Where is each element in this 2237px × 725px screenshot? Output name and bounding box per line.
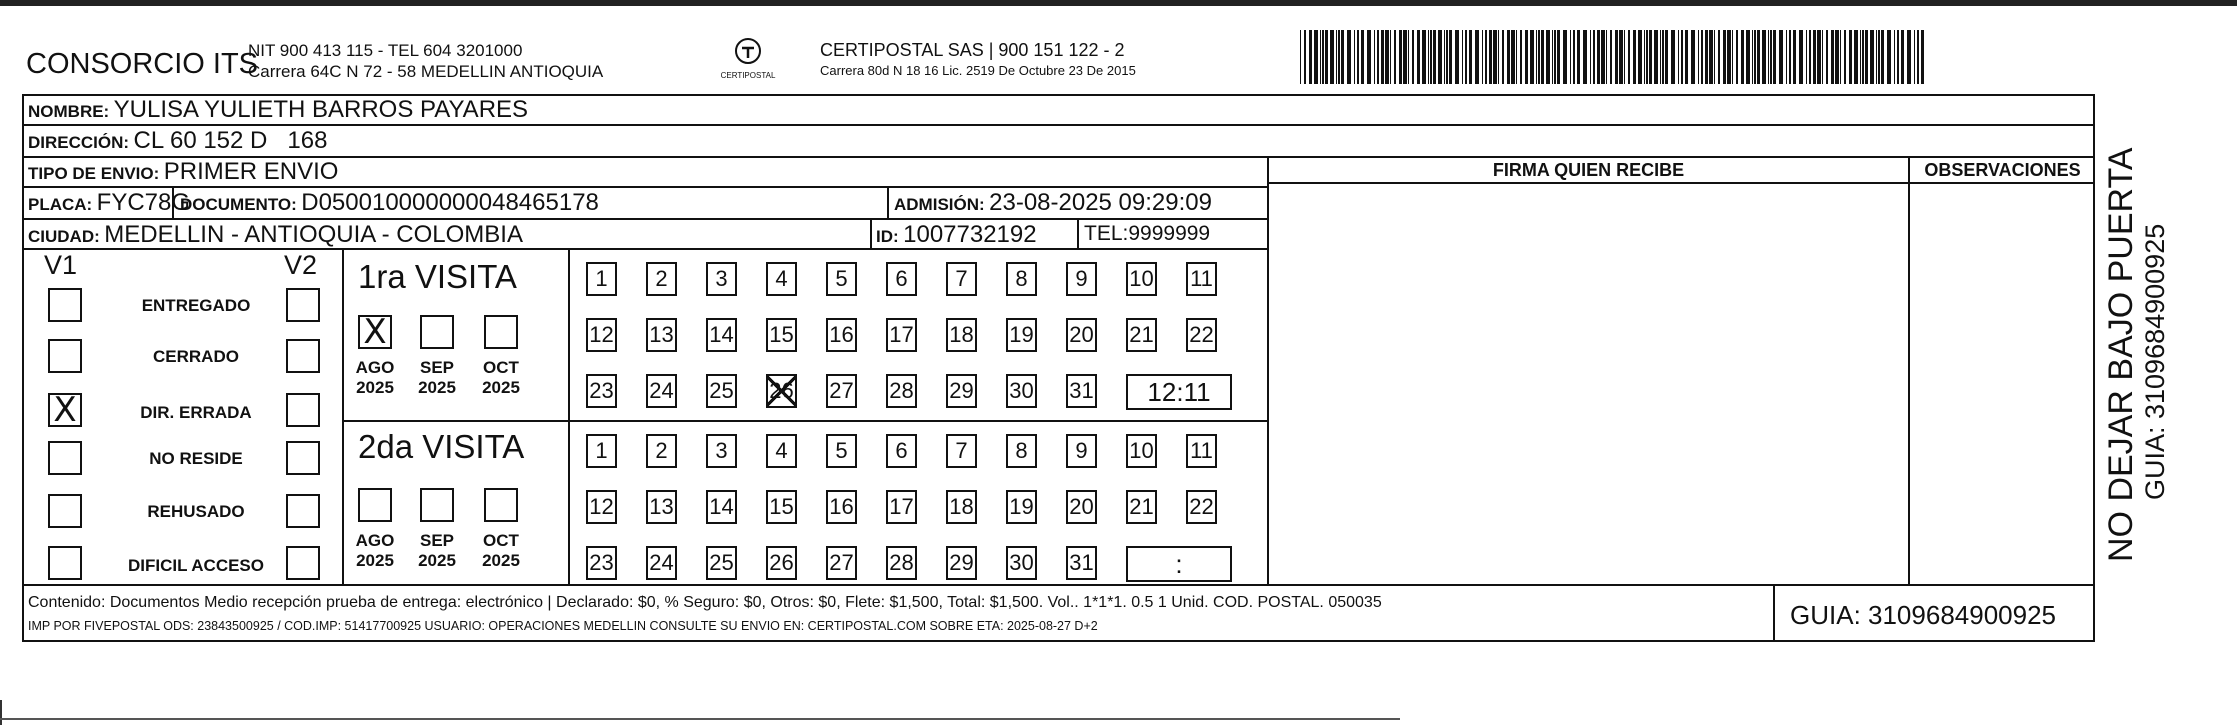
barcode-bar bbox=[1644, 30, 1645, 84]
barcode-bar bbox=[1835, 30, 1839, 84]
day-box[interactable]: 22 bbox=[1186, 318, 1217, 352]
day-box[interactable]: 10 bbox=[1126, 262, 1157, 296]
barcode-bar bbox=[1322, 30, 1324, 84]
barcode-bar bbox=[1469, 30, 1472, 84]
barcode-bar bbox=[1649, 30, 1652, 84]
time-box[interactable]: : bbox=[1126, 546, 1232, 582]
month-label: SEP 2025 bbox=[418, 531, 456, 570]
barcode-bar bbox=[1444, 30, 1445, 84]
nit-line: NIT 900 413 115 - TEL 604 3201000 bbox=[248, 41, 523, 60]
v2-checkbox[interactable] bbox=[286, 288, 320, 322]
month-checkbox[interactable] bbox=[484, 315, 518, 349]
barcode-bar bbox=[1361, 30, 1364, 84]
barcode-bar bbox=[1876, 30, 1877, 84]
barcode-bar bbox=[1914, 30, 1915, 84]
first-visit-days bbox=[586, 262, 1246, 412]
day-box[interactable]: 31 bbox=[1066, 374, 1097, 408]
day-box[interactable]: 5 bbox=[826, 262, 857, 296]
barcode-bar bbox=[1718, 30, 1720, 84]
day-box[interactable]: 13 bbox=[646, 490, 677, 524]
barcode-bar bbox=[1907, 30, 1911, 84]
barcode-bar bbox=[1691, 30, 1695, 84]
documento-field bbox=[180, 189, 599, 217]
v1-checkbox-checked[interactable]: X bbox=[48, 393, 82, 427]
barcode-bar bbox=[1465, 30, 1467, 84]
barcode-bar bbox=[1773, 30, 1776, 84]
barcode-bar bbox=[1530, 30, 1534, 84]
direccion-value: CL 60 152 D 168 bbox=[133, 127, 328, 154]
barcode-bar bbox=[1757, 30, 1760, 84]
day-box[interactable]: 2 bbox=[646, 262, 677, 296]
v1-checkbox[interactable] bbox=[48, 339, 82, 373]
side-guia: GUIA: 3109684900925 bbox=[2140, 223, 2170, 500]
certipostal-logo-icon bbox=[733, 36, 763, 66]
barcode-bar bbox=[1921, 30, 1924, 84]
barcode-bar bbox=[1601, 30, 1605, 84]
col-line bbox=[1267, 156, 1269, 584]
row-line bbox=[1267, 182, 2095, 184]
month-label: AGO 2025 bbox=[355, 531, 395, 570]
day-box[interactable]: 9 bbox=[1066, 434, 1097, 468]
day-box[interactable]: 8 bbox=[1006, 262, 1037, 296]
barcode-bar bbox=[1897, 30, 1899, 84]
month-label: SEP 2025 bbox=[418, 358, 456, 397]
v1-checkbox[interactable] bbox=[48, 441, 82, 475]
direccion-field bbox=[28, 127, 327, 155]
row-line bbox=[22, 218, 1267, 220]
barcode-bar bbox=[1662, 30, 1664, 84]
ciudad-label: CIUDAD: bbox=[28, 227, 100, 246]
barcode-bar bbox=[1779, 30, 1783, 84]
license-line: Carrera 80d N 18 16 Lic. 2519 De Octubre 23 De 2015 bbox=[820, 63, 1136, 78]
barcode-bar bbox=[1638, 30, 1642, 84]
nombre-label: NOMBRE: bbox=[28, 102, 110, 121]
barcode-bar bbox=[1714, 30, 1715, 84]
day-box[interactable]: 31 bbox=[1066, 546, 1097, 580]
day-box[interactable]: 21 bbox=[1126, 318, 1157, 352]
day-box-checked[interactable]: 26 bbox=[766, 374, 797, 408]
barcode-bar bbox=[1511, 30, 1515, 84]
barcode-bar bbox=[1354, 30, 1355, 84]
row-line bbox=[22, 584, 2095, 586]
barcode-bar bbox=[1723, 30, 1726, 84]
barcode-bar bbox=[1493, 30, 1497, 84]
barcode-bar bbox=[1583, 30, 1587, 84]
barcode-bar bbox=[1320, 30, 1321, 84]
barcode-bar bbox=[1394, 30, 1396, 84]
day-box[interactable]: 11 bbox=[1186, 262, 1217, 296]
day-box[interactable]: 12 bbox=[586, 490, 617, 524]
company-name: CONSORCIO ITS bbox=[26, 48, 259, 80]
barcode-bar bbox=[1826, 30, 1828, 84]
barcode-bar bbox=[1330, 30, 1334, 84]
day-box[interactable]: 3 bbox=[706, 262, 737, 296]
barcode-bar bbox=[1633, 30, 1636, 84]
admision-label: ADMISIÓN: bbox=[894, 195, 985, 214]
barcode-bar bbox=[1654, 30, 1658, 84]
barcode-bar bbox=[1428, 30, 1429, 84]
v2-checkbox[interactable] bbox=[286, 339, 320, 373]
day-box[interactable]: 25 bbox=[706, 374, 737, 408]
barcode-bar bbox=[1619, 30, 1623, 84]
barcode-bar bbox=[1624, 30, 1625, 84]
day-box[interactable]: 16 bbox=[826, 318, 857, 352]
placa-value: FYC78G bbox=[96, 189, 191, 216]
time-box[interactable]: 12:11 bbox=[1126, 374, 1232, 410]
barcode-bar bbox=[1840, 30, 1841, 84]
barcode-bar bbox=[1357, 30, 1359, 84]
v2-checkbox[interactable] bbox=[286, 393, 320, 427]
day-box[interactable]: 10 bbox=[1126, 434, 1157, 468]
month-checkbox[interactable] bbox=[420, 315, 454, 349]
barcode-bar bbox=[1849, 30, 1852, 84]
day-box[interactable]: 6 bbox=[886, 262, 917, 296]
v1-checkbox[interactable] bbox=[48, 288, 82, 322]
barcode-bar bbox=[1789, 30, 1791, 84]
barcode-bar bbox=[1870, 30, 1874, 84]
day-box[interactable]: 5 bbox=[826, 434, 857, 468]
id-value: 1007732192 bbox=[903, 221, 1037, 248]
barcode-bar bbox=[1822, 30, 1823, 84]
day-box[interactable]: 23 bbox=[586, 546, 617, 580]
day-box[interactable]: 20 bbox=[1066, 318, 1097, 352]
barcode-bar bbox=[1557, 30, 1560, 84]
barcode-bar bbox=[1678, 30, 1679, 84]
day-box[interactable]: 15 bbox=[766, 318, 797, 352]
admision-value: 23-08-2025 09:29:09 bbox=[989, 189, 1212, 216]
month-label: OCT 2025 bbox=[482, 531, 520, 570]
barcode-bar bbox=[1917, 30, 1919, 84]
barcode-bar bbox=[1385, 30, 1389, 84]
barcode-bar bbox=[1615, 30, 1618, 84]
barcode-bar bbox=[1746, 30, 1750, 84]
day-box[interactable]: 19 bbox=[1006, 490, 1037, 524]
day-box[interactable]: 19 bbox=[1006, 318, 1037, 352]
v2-checkbox[interactable] bbox=[286, 494, 320, 528]
day-box[interactable]: 14 bbox=[706, 318, 737, 352]
v1-label: V1 bbox=[44, 250, 78, 280]
day-box[interactable]: 1 bbox=[586, 262, 617, 296]
barcode-bar bbox=[1449, 30, 1452, 84]
day-box[interactable]: 24 bbox=[646, 374, 677, 408]
observaciones-header: OBSERVACIONES bbox=[1924, 160, 2081, 180]
day-box[interactable]: 7 bbox=[946, 262, 977, 296]
barcode-bar bbox=[1597, 30, 1600, 84]
day-box[interactable]: 23 bbox=[586, 374, 617, 408]
day-box[interactable]: 7 bbox=[946, 434, 977, 468]
barcode-bar bbox=[1309, 30, 1312, 84]
barcode-bar bbox=[1462, 30, 1463, 84]
day-box[interactable]: 3 bbox=[706, 434, 737, 468]
barcode-bar bbox=[1516, 30, 1517, 84]
status-label: REHUSADO bbox=[147, 502, 245, 521]
top-edge bbox=[0, 0, 2237, 6]
day-box[interactable]: 8 bbox=[1006, 434, 1037, 468]
day-box[interactable]: 4 bbox=[766, 434, 797, 468]
row-line bbox=[22, 124, 2095, 126]
day-box[interactable]: 11 bbox=[1186, 434, 1217, 468]
barcode-bar bbox=[1573, 30, 1575, 84]
month-checkbox[interactable] bbox=[420, 488, 454, 522]
barcode-bar bbox=[1610, 30, 1612, 84]
day-box[interactable]: 20 bbox=[1066, 490, 1097, 524]
col-line bbox=[887, 186, 889, 218]
footer-content: Contenido: Documentos Medio recepción prueba de entrega: electrónico | Declarado: $0, % Seguro: $0, Otros: $0, Flete: $1,500, Total: $1,500. Vol.. 1*1*1. 0.5 1 Unid. COD. POSTAL. 050035 bbox=[28, 594, 1382, 611]
barcode-bar bbox=[1489, 30, 1492, 84]
barcode-bar bbox=[1482, 30, 1483, 84]
barcode-bar bbox=[1341, 30, 1344, 84]
barcode-bar bbox=[1422, 30, 1426, 84]
nombre-field bbox=[28, 96, 528, 124]
col-line bbox=[870, 218, 872, 248]
status-label: CERRADO bbox=[153, 347, 239, 366]
day-box[interactable]: 17 bbox=[886, 490, 917, 524]
barcode-bar bbox=[1430, 30, 1432, 84]
first-visit-title: 1ra VISITA bbox=[358, 258, 517, 295]
barcode-bar bbox=[1417, 30, 1420, 84]
barcode-bar bbox=[1754, 30, 1756, 84]
barcode-bar bbox=[1475, 30, 1479, 84]
barcode-bar bbox=[1536, 30, 1537, 84]
barcode-bar bbox=[1732, 30, 1733, 84]
day-box[interactable]: 26 bbox=[766, 546, 797, 580]
month-checkbox-checked[interactable]: X bbox=[358, 315, 392, 349]
barcode-bar bbox=[1314, 30, 1318, 84]
certipostal-logo bbox=[718, 36, 778, 80]
barcode-bar bbox=[1709, 30, 1713, 84]
day-box[interactable]: 27 bbox=[826, 546, 857, 580]
barcode-bar bbox=[1793, 30, 1796, 84]
barcode-bar bbox=[1860, 30, 1861, 84]
day-box[interactable]: 17 bbox=[886, 318, 917, 352]
barcode-bar bbox=[1570, 30, 1571, 84]
day-box[interactable]: 12 bbox=[586, 318, 617, 352]
barcode-bar bbox=[1660, 30, 1661, 84]
barcode-bar bbox=[1698, 30, 1699, 84]
barcode-bar bbox=[1831, 30, 1834, 84]
barcode-bar bbox=[1799, 30, 1803, 84]
barcode-bar bbox=[1844, 30, 1846, 84]
barcode-bar bbox=[1399, 30, 1402, 84]
barcode-bar bbox=[1538, 30, 1540, 84]
barcode-bar bbox=[1762, 30, 1766, 84]
scan-edge bbox=[0, 718, 1400, 720]
v1-checkbox[interactable] bbox=[48, 494, 82, 528]
barcode-bar bbox=[1878, 30, 1880, 84]
month-label: AGO 2025 bbox=[355, 358, 395, 397]
barcode-bar bbox=[1438, 30, 1442, 84]
firma-header: FIRMA QUIEN RECIBE bbox=[1492, 160, 1685, 180]
day-box[interactable]: 29 bbox=[946, 374, 977, 408]
barcode-bar bbox=[1809, 30, 1811, 84]
documento-label: DOCUMENTO: bbox=[180, 195, 297, 214]
barcode-bar bbox=[1646, 30, 1648, 84]
barcode-bar bbox=[1408, 30, 1409, 84]
barcode-bar bbox=[1546, 30, 1550, 84]
barcode-bar bbox=[1336, 30, 1337, 84]
barcode-bar bbox=[1671, 30, 1675, 84]
day-box[interactable]: 30 bbox=[1006, 546, 1037, 580]
month-label: OCT 2025 bbox=[482, 358, 520, 397]
day-box[interactable]: 27 bbox=[826, 374, 857, 408]
day-box[interactable]: 13 bbox=[646, 318, 677, 352]
row-line bbox=[342, 420, 1267, 422]
day-box[interactable]: 16 bbox=[826, 490, 857, 524]
barcode-bar bbox=[1813, 30, 1816, 84]
barcode-bar bbox=[1881, 30, 1884, 84]
logo-text: CERTIPOSTAL bbox=[720, 71, 776, 80]
barcode-bar bbox=[1628, 30, 1630, 84]
barcode-bar bbox=[1705, 30, 1708, 84]
footer-print-info: IMP POR FIVEPOSTAL ODS: 23843500925 / COD.IMP: 51417700925 USUARIO: OPERACIONES MEDELLIN CONSULTE SU ENVIO EN: CERTIPOSTAL.COM SOBRE ETA: 2025-08-27 D+2 bbox=[28, 619, 1098, 633]
barcode-bar bbox=[1390, 30, 1391, 84]
v2-label: V2 bbox=[284, 250, 318, 280]
barcode-bar bbox=[1854, 30, 1858, 84]
barcode-bar bbox=[1554, 30, 1556, 84]
barcode-bar bbox=[1325, 30, 1328, 84]
day-box[interactable]: 25 bbox=[706, 546, 737, 580]
barcode-bar bbox=[1455, 30, 1459, 84]
day-box[interactable]: 9 bbox=[1066, 262, 1097, 296]
barcode-bar bbox=[1665, 30, 1668, 84]
day-box[interactable]: 30 bbox=[1006, 374, 1037, 408]
direccion-label: DIRECCIÓN: bbox=[28, 133, 130, 152]
barcode-bar bbox=[1485, 30, 1487, 84]
status-label: ENTREGADO bbox=[141, 296, 251, 315]
barcode-bar bbox=[1374, 30, 1375, 84]
scan-edge bbox=[0, 700, 12, 725]
day-box[interactable]: 6 bbox=[886, 434, 917, 468]
day-box[interactable]: 28 bbox=[886, 374, 917, 408]
barcode-bar bbox=[1865, 30, 1868, 84]
barcode-bar bbox=[1377, 30, 1379, 84]
tel-value: TEL:9999999 bbox=[1084, 222, 1211, 245]
day-box[interactable]: 15 bbox=[766, 490, 797, 524]
day-box[interactable]: 21 bbox=[1126, 490, 1157, 524]
v2-checkbox[interactable] bbox=[286, 441, 320, 475]
placa-field bbox=[28, 189, 190, 217]
day-box[interactable]: 4 bbox=[766, 262, 797, 296]
barcode-bar bbox=[1901, 30, 1904, 84]
barcode-bar bbox=[1403, 30, 1407, 84]
barcode-bar bbox=[1338, 30, 1340, 84]
barcode-bar bbox=[1502, 30, 1504, 84]
day-box[interactable]: 24 bbox=[646, 546, 677, 580]
day-box[interactable]: 28 bbox=[886, 546, 917, 580]
barcode-bar bbox=[1563, 30, 1567, 84]
month-checkbox[interactable] bbox=[358, 488, 392, 522]
barcode-bar bbox=[1887, 30, 1891, 84]
tipo-envio-field bbox=[28, 158, 338, 186]
barcode-bar bbox=[1590, 30, 1591, 84]
second-visit-days bbox=[586, 434, 1246, 584]
day-box[interactable]: 2 bbox=[646, 434, 677, 468]
v1-checkbox[interactable] bbox=[48, 546, 82, 580]
day-box[interactable]: 22 bbox=[1186, 490, 1217, 524]
barcode-bar bbox=[1894, 30, 1895, 84]
barcode-bar bbox=[1304, 30, 1306, 84]
col-line bbox=[1773, 584, 1775, 642]
barcode-bar bbox=[1433, 30, 1436, 84]
barcode-bar bbox=[1541, 30, 1544, 84]
barcode-bar bbox=[1347, 30, 1351, 84]
col-line bbox=[1077, 218, 1079, 248]
col-line bbox=[342, 248, 344, 584]
barcode-bar bbox=[1446, 30, 1448, 84]
id-label: ID: bbox=[876, 227, 899, 246]
day-box[interactable]: 18 bbox=[946, 490, 977, 524]
month-checkbox[interactable] bbox=[484, 488, 518, 522]
barcode-bar bbox=[1681, 30, 1683, 84]
tipo-value: PRIMER ENVIO bbox=[163, 158, 339, 185]
barcode-bar bbox=[1498, 30, 1499, 84]
barcode-bar bbox=[1520, 30, 1522, 84]
barcode-bar bbox=[1701, 30, 1703, 84]
barcode-bar bbox=[1817, 30, 1821, 84]
id-field bbox=[876, 221, 1037, 249]
barcode-bar bbox=[1507, 30, 1510, 84]
barcode-bar bbox=[1685, 30, 1688, 84]
placa-label: PLACA: bbox=[28, 195, 93, 214]
barcode-bar bbox=[1752, 30, 1753, 84]
footer-guia: GUIA: 3109684900925 bbox=[1790, 600, 2056, 630]
barcode-bar bbox=[1786, 30, 1787, 84]
nombre-value: YULISA YULIETH BARROS PAYARES bbox=[113, 96, 529, 123]
tipo-label: TIPO DE ENVIO: bbox=[28, 164, 160, 183]
barcode-bar bbox=[1577, 30, 1580, 84]
side-warning: NO DEJAR BAJO PUERTA bbox=[2102, 147, 2140, 562]
col-line bbox=[568, 248, 570, 584]
barcode-bar bbox=[1412, 30, 1414, 84]
barcode-bar bbox=[1525, 30, 1528, 84]
col-line bbox=[1908, 156, 1910, 584]
barcode-bar bbox=[1593, 30, 1595, 84]
barcode-bar bbox=[1770, 30, 1772, 84]
status-label: NO RESIDE bbox=[149, 449, 243, 468]
status-label: DIFICIL ACCESO bbox=[127, 556, 264, 575]
barcode-bar bbox=[1381, 30, 1384, 84]
ciudad-field bbox=[28, 221, 523, 249]
second-visit-title: 2da VISITA bbox=[358, 428, 525, 465]
barcode-bar bbox=[1606, 30, 1607, 84]
day-box[interactable]: 18 bbox=[946, 318, 977, 352]
day-box[interactable]: 29 bbox=[946, 546, 977, 580]
ciudad-value: MEDELLIN - ANTIOQUIA - COLOMBIA bbox=[104, 221, 523, 248]
admision-field bbox=[894, 189, 1212, 217]
barcode-bar bbox=[1552, 30, 1553, 84]
barcode-bar bbox=[1736, 30, 1738, 84]
barcode-bar bbox=[1741, 30, 1744, 84]
row-line bbox=[22, 186, 1267, 188]
barcode-bar bbox=[1862, 30, 1864, 84]
day-box[interactable]: 1 bbox=[586, 434, 617, 468]
barcode-bar bbox=[1300, 30, 1301, 84]
barcode-bar bbox=[1768, 30, 1769, 84]
barcode bbox=[1300, 30, 1930, 84]
documento-value: D050010000000048465178 bbox=[301, 189, 599, 216]
status-label: DIR. ERRADA bbox=[140, 403, 252, 422]
barcode-bar bbox=[1806, 30, 1807, 84]
address-line: Carrera 64C N 72 - 58 MEDELLIN ANTIOQUIA bbox=[248, 62, 604, 81]
barcode-bar bbox=[1367, 30, 1371, 84]
day-box[interactable]: 14 bbox=[706, 490, 737, 524]
certipostal-line: CERTIPOSTAL SAS | 900 151 122 - 2 bbox=[820, 40, 1125, 60]
v2-checkbox[interactable] bbox=[286, 546, 320, 580]
barcode-bar bbox=[1727, 30, 1731, 84]
